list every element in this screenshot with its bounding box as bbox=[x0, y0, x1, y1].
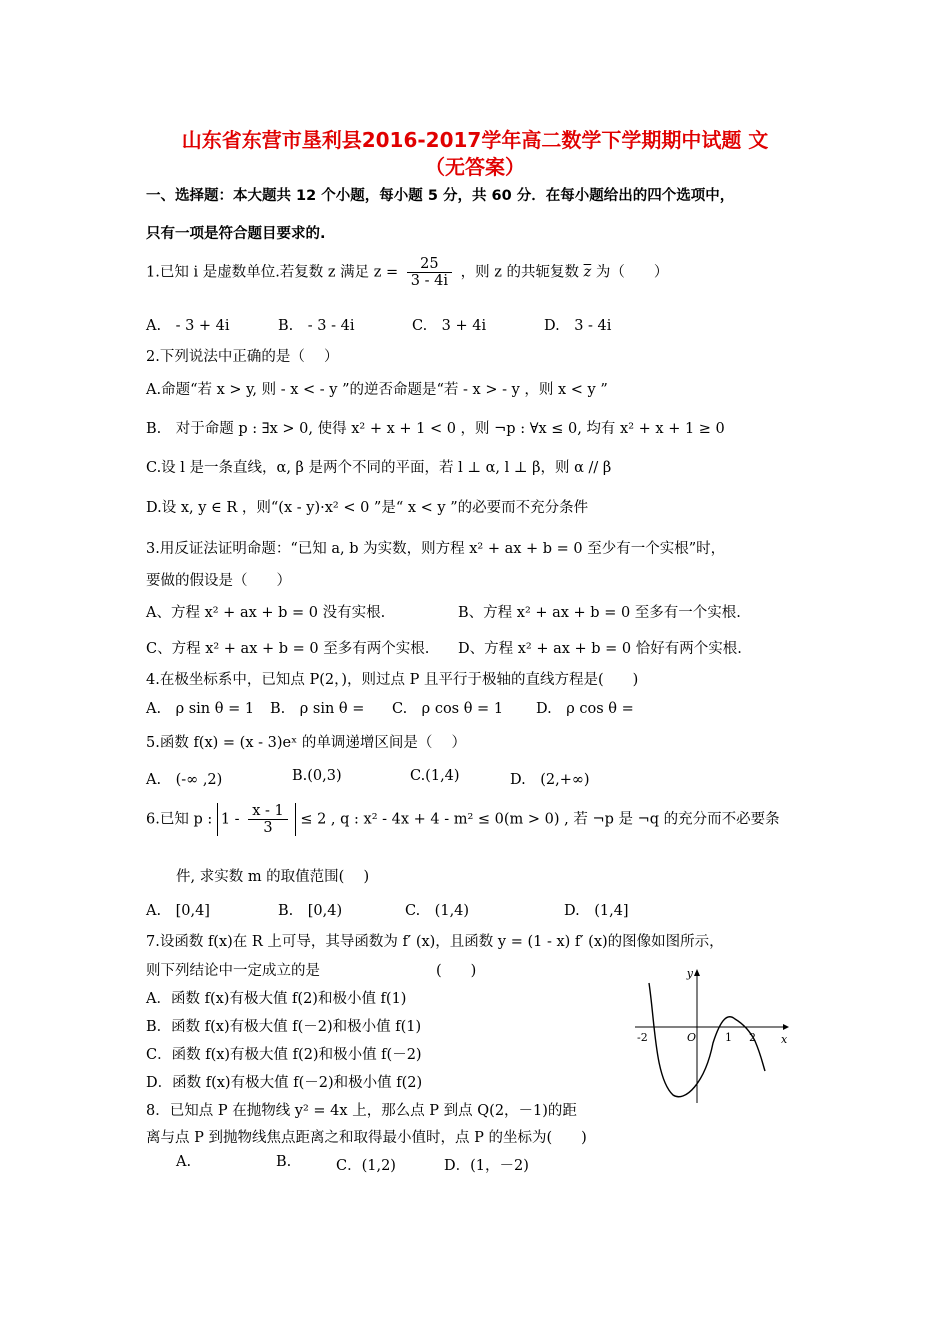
q5-option-a: A. (-∞ ,2) bbox=[146, 772, 223, 788]
q2-option-d: D.设 x, y ∈ R ，则“(x - y)·x² < 0 ”是“ x < y ”的必要而不充分条件 bbox=[146, 500, 589, 516]
q7-stem-1: 7.设函数 f(x)在 R 上可导，其导函数为 f′ (x)，且函数 y = (1 - x) f′ (x)的图像如图所示， bbox=[146, 934, 724, 950]
q3-option-c: C、方程 x² + ax + b = 0 至多有两个实根. bbox=[146, 641, 430, 657]
q6-option-c: C. (1,4) bbox=[405, 903, 470, 919]
q2-option-b: B. 对于命题 p : ∃x > 0, 使得 x² + x + 1 < 0 ，则 ¬p : ∀x ≤ 0, 均有 x² + x + 1 ≥ 0 bbox=[146, 421, 725, 437]
q8-stem-2: 离与点 P 到抛物线焦点距离之和取得最小值时，点 P 的坐标为( ) bbox=[146, 1130, 587, 1146]
q7-option-b: B．函数 f(x)有极大值 f(－2)和极小值 f(1) bbox=[146, 1019, 422, 1035]
tick-label-2: 2 bbox=[749, 1031, 756, 1044]
q8-option-b: B. bbox=[276, 1154, 292, 1170]
x-axis-label: x bbox=[781, 1033, 788, 1046]
tick-label-neg2: -2 bbox=[637, 1031, 648, 1044]
title-line-2: （无答案） bbox=[425, 155, 525, 179]
q2-option-a: A.命题“若 x > y, 则 - x < - y ”的逆否命题是“若 - x > - y ，则 x < y ” bbox=[146, 382, 608, 398]
q8-stem-1: 8．已知点 P 在抛物线 y² = 4x 上，那么点 P 到点 Q(2，－1)的距 bbox=[146, 1103, 577, 1119]
q8-option-a: A. bbox=[176, 1154, 192, 1170]
q6-option-d: D. (1,4] bbox=[564, 903, 629, 919]
origin-label: O bbox=[687, 1031, 697, 1044]
q2-option-c: C.设 l 是一条直线，α, β 是两个不同的平面，若 l ⊥ α, l ⊥ β，则 α // β bbox=[146, 460, 612, 476]
q8-option-d: D．(1，－2) bbox=[444, 1158, 529, 1174]
function-curve bbox=[649, 983, 765, 1097]
q3-stem-1: 3.用反证法证明命题：“已知 a, b 为实数，则方程 x² + ax + b = 0 至少有一个实根”时， bbox=[146, 541, 726, 557]
q7-stem-2: 则下列结论中一定成立的是 ( ) bbox=[146, 963, 477, 979]
q7-function-graph bbox=[633, 963, 793, 1105]
q4-option-a: A. ρ sin θ = 1 bbox=[146, 701, 255, 717]
q6-fraction bbox=[248, 803, 288, 836]
q7-option-a: A．函数 f(x)有极大值 f(2)和极小值 f(1) bbox=[146, 991, 407, 1007]
q2-stem: 2.下列说法中正确的是（ ） bbox=[146, 349, 339, 365]
q5-option-c: C.(1,4) bbox=[410, 768, 460, 784]
q1-frac-den: 3 - 4i bbox=[410, 273, 448, 289]
section-heading-1: 一、选择题：本大题共 12 个小题，每小题 5 分，共 60 分．在每小题给出的四个选项中， bbox=[146, 188, 735, 204]
q1-fraction bbox=[407, 256, 452, 289]
q6-abs-value bbox=[217, 803, 296, 836]
q6-option-b: B. [0,4) bbox=[278, 903, 343, 919]
q1-option-c: C. 3 + 4i bbox=[412, 318, 487, 334]
q4-option-d: D. ρ cos θ = bbox=[536, 701, 634, 717]
q6-stem bbox=[146, 803, 780, 836]
q1-conjugate-z: $\overline{z}$ bbox=[583, 264, 592, 281]
q5-option-d: D. (2,+∞) bbox=[510, 772, 590, 788]
q3-option-a: A、方程 x² + ax + b = 0 没有实根. bbox=[146, 605, 386, 621]
section-heading-2: 只有一项是符合题目要求的. bbox=[146, 226, 326, 242]
q1-stem-d: 为（ ） bbox=[595, 264, 669, 281]
q6-stem-b: ≤ 2 , q : x² - 4x + 4 - m² ≤ 0(m > 0) , 若 ¬p 是 ¬q 的充分而不必要条 bbox=[300, 811, 780, 828]
y-axis-arrow bbox=[694, 969, 700, 976]
q1-frac-num: 25 bbox=[407, 256, 452, 273]
q3-option-b: B、方程 x² + ax + b = 0 至多有一个实根. bbox=[458, 605, 741, 621]
q7-option-c: C．函数 f(x)有极大值 f(2)和极小值 f(－2) bbox=[146, 1047, 422, 1063]
q5-option-b: B.(0,3) bbox=[292, 768, 342, 784]
q1-stem-b: ，则 z 的共轭复数 bbox=[460, 264, 579, 281]
q1-option-b: B. - 3 - 4i bbox=[278, 318, 355, 334]
x-axis-arrow bbox=[783, 1024, 789, 1030]
tick-label-1: 1 bbox=[725, 1031, 732, 1044]
y-axis-label: y bbox=[686, 967, 693, 980]
q4-option-b: B. ρ sin θ = bbox=[270, 701, 365, 717]
q1-stem bbox=[146, 256, 668, 289]
q6-stem-a: 6.已知 p : bbox=[146, 811, 213, 828]
q6-option-a: A. [0,4] bbox=[146, 903, 210, 919]
q4-stem: 4.在极坐标系中，已知点 P(2，)，则过点 P 且平行于极轴的直线方程是( ) bbox=[146, 672, 639, 688]
q6-stem-2: 件, 求实数 m 的取值范围( ) bbox=[176, 869, 370, 885]
q1-option-d: D. 3 - 4i bbox=[544, 318, 612, 334]
q1-stem-a: 1.已知 i 是虚数单位.若复数 z 满足 z = bbox=[146, 264, 399, 281]
q1-option-a: A. - 3 + 4i bbox=[146, 318, 230, 334]
q6-frac-den: 3 bbox=[263, 820, 273, 836]
q4-option-c: C. ρ cos θ = 1 bbox=[392, 701, 504, 717]
q6-frac-num: x - 1 bbox=[248, 803, 288, 820]
q3-stem-2: 要做的假设是（ ） bbox=[146, 573, 291, 589]
q3-option-d: D、方程 x² + ax + b = 0 恰好有两个实根. bbox=[458, 641, 742, 657]
q5-stem: 5.函数 f(x) = (x - 3)eˣ 的单调递增区间是（ ） bbox=[146, 735, 466, 751]
q7-option-d: D．函数 f(x)有极大值 f(－2)和极小值 f(2) bbox=[146, 1075, 423, 1091]
q8-option-c: C．(1,2) bbox=[336, 1158, 396, 1174]
title-line-1: 山东省东营市垦利县2016-2017学年高二数学下学期期中试题 文 bbox=[181, 128, 769, 152]
q6-abs-left: 1 - bbox=[220, 811, 240, 828]
